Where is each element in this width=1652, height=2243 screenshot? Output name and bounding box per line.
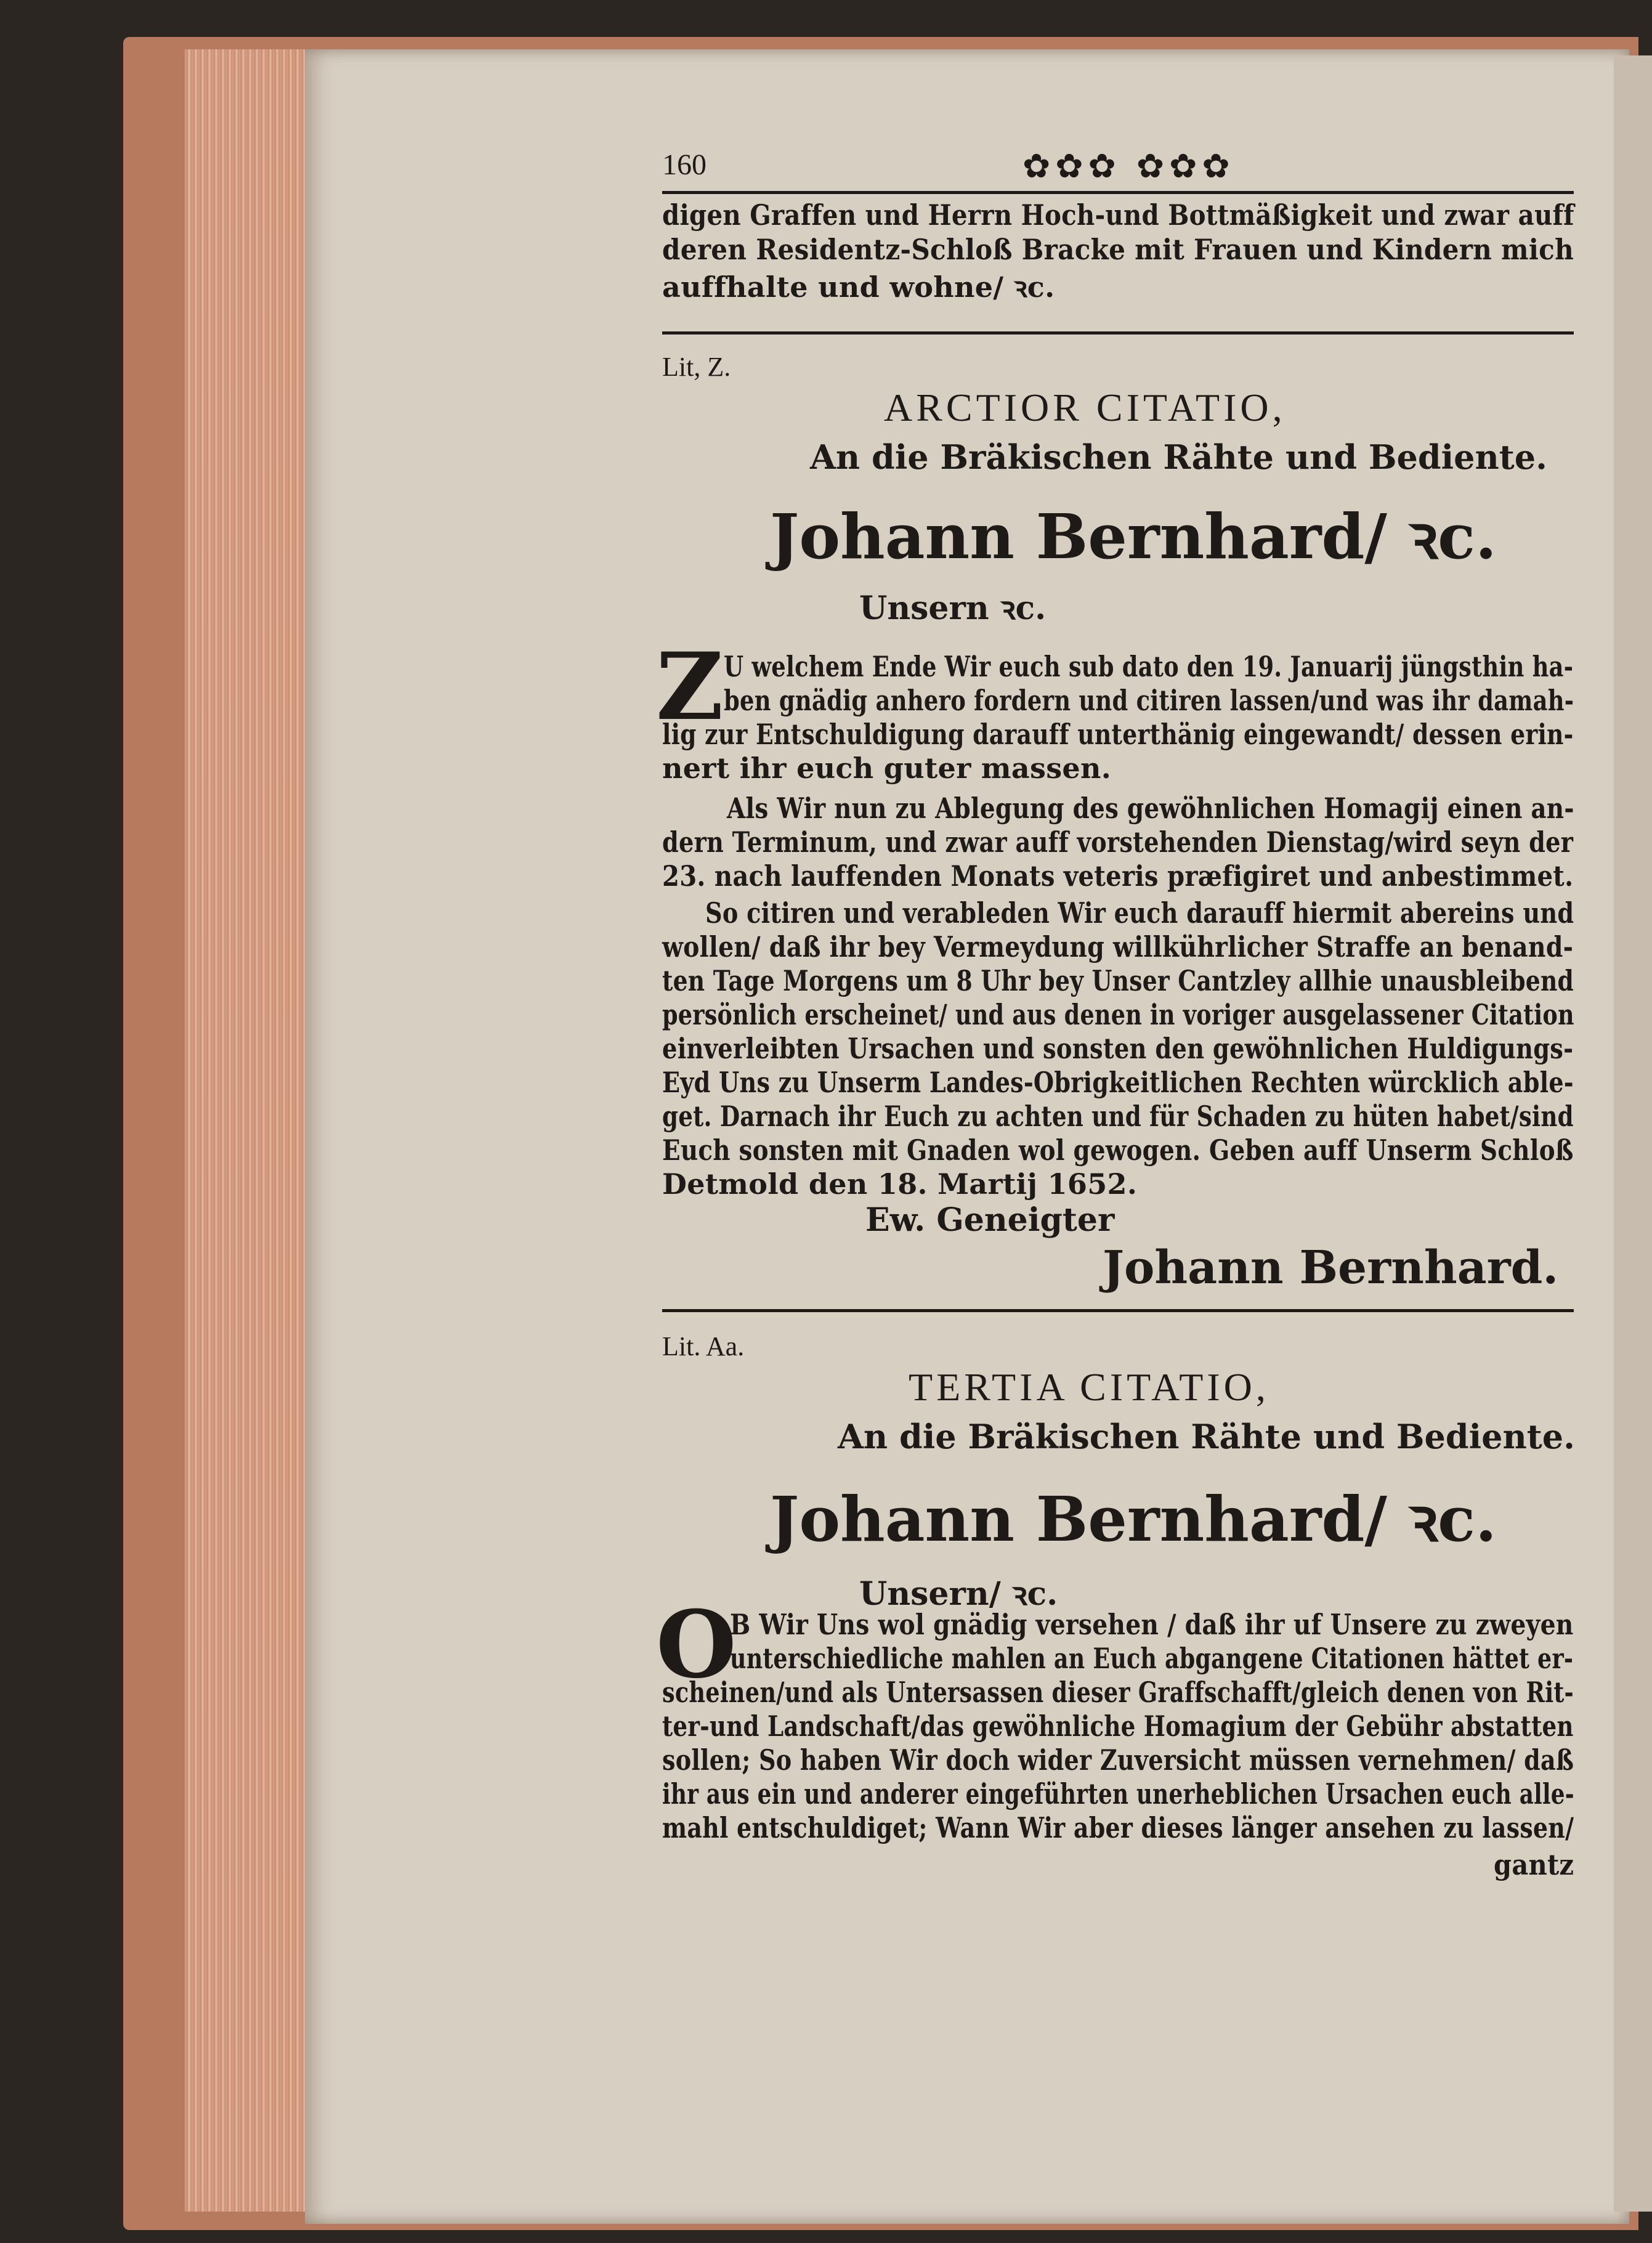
body-line: dern Terminum, und zwar auff vorstehenden Dienstag/wird seyn der: [662, 825, 1574, 859]
body-line: wollen/ daß ihr bey Vermeydung willkührlicher Straffe an benand-: [662, 930, 1574, 963]
sender-name: Johann Bernhard/ ꝛc.: [770, 1483, 1497, 1555]
body-line: get. Darnach ihr Euch zu achten und für Schaden zu hüten habet/sind: [662, 1100, 1574, 1133]
sender-name: Johann Bernhard/ ꝛc.: [770, 500, 1497, 573]
intro-line: digen Graffen und Herrn Hoch-und Bottmäßigkeit und zwar auff: [662, 198, 1574, 232]
body-line: mahl entschuldiget; Wann Wir aber dieses länger ansehen zu lassen/: [662, 1811, 1574, 1844]
header-rule: [662, 191, 1574, 194]
body-line: ten Tage Morgens um 8 Uhr bey Unser Cantzley allhie unausbleibend: [662, 964, 1574, 997]
section-label: Lit, Z.: [662, 352, 731, 382]
salutation: Unsern ꝛc.: [859, 590, 1047, 627]
drop-cap: O: [656, 1591, 737, 1699]
body-line: sollen; So haben Wir doch wider Zuversicht müssen vernehmen/ daß: [662, 1743, 1574, 1777]
intro-line: auffhalte und wohne/ ꝛc.: [662, 270, 1055, 304]
closing: Ew. Geneigter: [865, 1201, 1115, 1239]
body-line: unterschiedliche mahlen an Euch abgangene Citationen hättet er-: [730, 1642, 1574, 1675]
body-line: U welchem Ende Wir euch sub dato den 19. Januarij jüngsthin ha-: [724, 650, 1574, 683]
section-title: TERTIA CITATIO,: [909, 1365, 1269, 1409]
catchword: gantz: [1494, 1848, 1574, 1881]
intro-line: deren Residentz-Schloß Bracke mit Frauen und Kindern mich: [662, 233, 1574, 266]
body-line: scheinen/und als Untersassen dieser Graffschafft/gleich denen von Rit-: [662, 1676, 1574, 1709]
body-line: persönlich erscheinet/ und aus denen in voriger ausgelassener Citation: [662, 998, 1574, 1031]
body-line: lig zur Entschuldigung darauff unterthänig eingewandt/ dessen erin-: [662, 718, 1574, 751]
body-line: ihr aus ein und anderer eingeführten unerheblichen Ursachen euch alle-: [662, 1777, 1574, 1811]
body-line: Detmold den 18. Martij 1652.: [662, 1167, 1138, 1201]
section-subtitle: An die Bräkischen Rähte und Bediente.: [838, 1417, 1575, 1456]
body-line: B Wir Uns wol gnädig versehen / daß ihr uf Unsere zu zweyen: [730, 1608, 1574, 1641]
drop-cap: Z: [656, 633, 724, 741]
section-subtitle: An die Bräkischen Rähte und Bediente.: [810, 437, 1547, 477]
salutation: Unsern/ ꝛc.: [859, 1575, 1058, 1613]
body-line: So citiren und verableden Wir euch darauff hiermit abereins und: [705, 896, 1574, 930]
section-rule: [662, 1309, 1574, 1312]
body-line: Euch sonsten mit Gnaden wol gewogen. Geben auff Unserm Schloß: [662, 1134, 1574, 1167]
section-title: ARCTIOR CITATIO,: [884, 386, 1286, 429]
section-label: Lit. Aa.: [662, 1331, 745, 1361]
header-ornament: ✿✿✿ ✿✿✿: [1022, 147, 1235, 185]
section-rule: [662, 331, 1574, 335]
body-line: nert ihr euch guter massen.: [662, 752, 1112, 785]
page-number: 160: [662, 148, 707, 181]
body-line: Eyd Uns zu Unserm Landes-Obrigkeitlichen Rechten würcklich able-: [662, 1066, 1574, 1099]
signature: Johann Bernhard.: [1103, 1241, 1559, 1294]
body-line: einverleibten Ursachen und sonsten den gewöhnlichen Huldigungs-: [662, 1032, 1574, 1065]
body-line: 23. nach lauffenden Monats veteris præfigiret und anbestimmet.: [662, 859, 1574, 893]
body-line: Als Wir nun zu Ablegung des gewöhnlichen Homagij einen an-: [727, 792, 1574, 825]
body-line: ter-und Landschaft/das gewöhnliche Homagium der Gebühr abstatten: [662, 1710, 1574, 1743]
body-line: ben gnädig anhero fordern und citiren lassen/und was ihr damah-: [724, 684, 1574, 717]
